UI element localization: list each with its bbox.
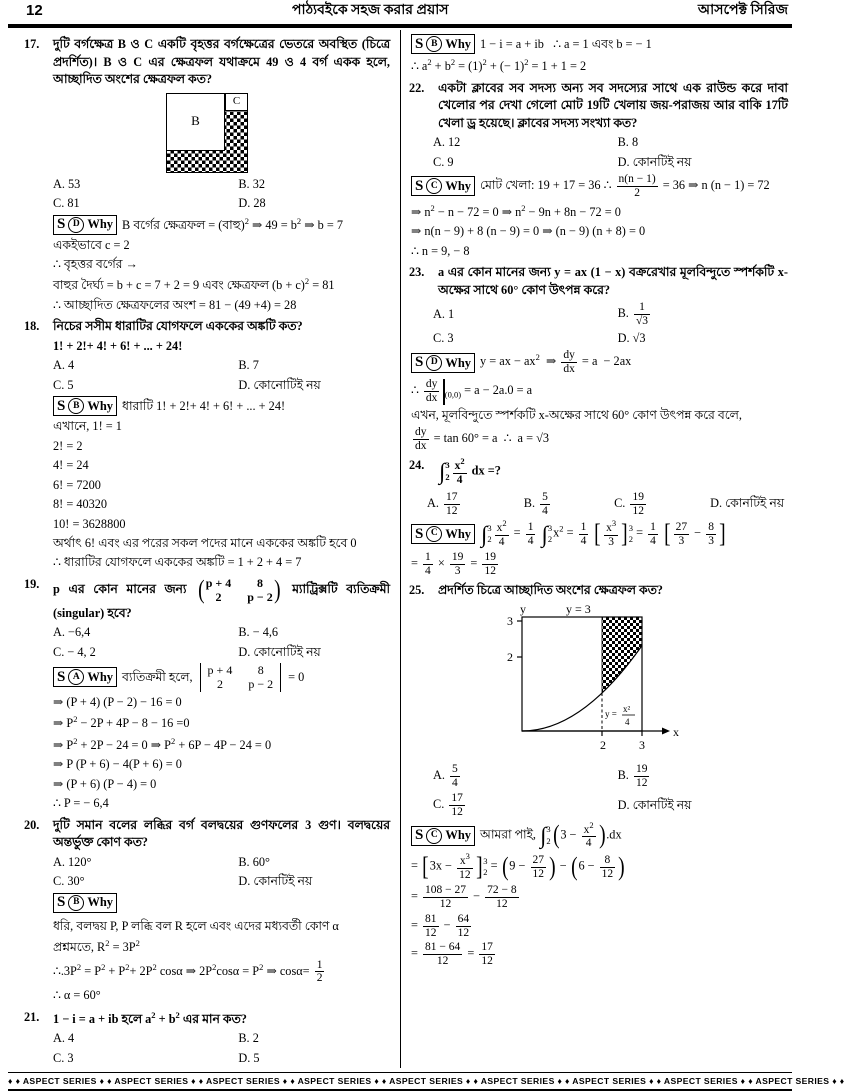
matrix-cell: 8: [257, 575, 263, 590]
question-number: 21.: [24, 1009, 40, 1024]
question-23: [409, 264, 788, 299]
solution-line: = $\frac{81}{12}$ − $\frac{64}{12}$: [411, 912, 470, 939]
solution-line: এখন, মূলবিন্দুতে স্পর্শকটি x-অক্ষের সাথে 60° কোণ উৎপন্ন করে বলে,: [411, 407, 742, 422]
matrix-cell: p − 2: [248, 677, 274, 692]
solution-line: ⇒ n(n − 9) + 8 (n − 9) = 0 ⇒ (n − 9) (n + 8) = 0: [411, 224, 646, 239]
page-number: 12: [26, 2, 43, 19]
question-text: নিচের সসীম ধারাটির যোগফলে এককের অঙ্কটি কত?: [53, 319, 303, 334]
question-text: দুটি সমান বলের লব্ধির বর্গ বলদ্বয়ের গুণফলের 3 গুণ। বলদ্বয়ের অন্তর্ভুক্ত কোণ কত?: [53, 817, 390, 850]
solution-line: ⇒ (P + 6) (P − 4) = 0: [53, 776, 157, 791]
option-b: B. 7: [238, 358, 259, 373]
option-a: A. 1: [433, 306, 455, 321]
option-d: D. কোনটিই নয়: [710, 496, 784, 511]
x-tick-label-3: 3: [638, 738, 645, 753]
option-a: A. $\frac{17}{12}$: [427, 490, 458, 517]
question-20: [24, 817, 390, 852]
y-tick-label-3: 3: [506, 614, 513, 629]
question-17: [24, 36, 390, 88]
solution-line: = $\frac{108 - 27}{12}$ − $\frac{72 - 8}{12}$: [411, 883, 517, 910]
question-24: [409, 457, 788, 487]
solution-line: অর্থাৎ 6! এবং এর পরের সকল পদের মানে এককের অঙ্কটি হবে 0: [53, 536, 357, 550]
badge-answer-letter: C: [426, 178, 442, 194]
matrix: [197, 576, 281, 605]
solution-text: ব্যতিক্রমী হলে,: [122, 669, 193, 684]
badge-s-label: S: [415, 827, 424, 844]
badge-why-label: Why: [445, 179, 472, 194]
paren-close: ): [273, 575, 281, 605]
question-21: [24, 1009, 390, 1029]
option-d: D. কোনোটিই নয়: [238, 644, 321, 659]
solution-text: ধরি, বলদ্বয় P, P লব্ধি বল R হলে এবং এদের মধ্যবর্তী কোণ α: [53, 918, 339, 933]
question-number: 23.: [409, 265, 425, 280]
solution-badge: [53, 396, 117, 416]
option-d: D. √3: [617, 330, 646, 345]
solution-badge: [53, 667, 117, 687]
badge-answer-letter: A: [68, 669, 84, 685]
solution-badge: [411, 353, 475, 373]
solution-text: 1 − i = a + ib ∴ a = 1 এবং b = − 1: [480, 36, 652, 51]
y-axis-label: y: [519, 602, 526, 617]
question-text-post: ম্যাট্রিক্সটি ব্যতিক্রমী (singular) হবে?: [53, 582, 390, 620]
question-text: একটা ক্লাবের সব সদস্য অন্য সব সদস্যের সাথে এক রাউন্ড করে দাবা খেলোর পর দেখা গেলো মোট 19টি খেলায় জয়-পরাজয় আর বাকি 17টি খেলা ড্র হয়েছে। ক্লাবের সদস্য সংখ্যা কত?: [438, 80, 788, 130]
solution-line: [53, 215, 390, 235]
badge-answer-letter: B: [426, 36, 442, 52]
badge-answer-letter: B: [68, 398, 84, 414]
question-number: 25.: [409, 582, 425, 597]
question-text: প্রদর্শিত চিত্রে আচ্ছাদিত অংশের ক্ষেত্রফল কত?: [438, 582, 663, 597]
solution-line: [53, 396, 390, 416]
solution-line: [53, 893, 390, 935]
solution-line: $\frac{dy}{dx}$ = tan 60° = a ∴ a = √3: [415, 426, 549, 453]
solution-line: ∴ আচ্ছাদিত ক্ষেত্রফলের অংশ = 81 − (49 +4) = 28: [53, 298, 297, 313]
solution-badge: [411, 826, 475, 846]
solution-line: ∴ P = − 6,4: [53, 796, 109, 811]
solution-line: ∴ বৃহত্তর বর্গের →: [53, 257, 138, 272]
option-d: D. কোনটিই নয়: [617, 154, 692, 169]
badge-answer-letter: D: [426, 355, 442, 371]
options-row: [53, 377, 390, 394]
option-c: C. 9: [433, 154, 454, 169]
top-line-label: y = 3: [565, 602, 591, 617]
badge-why-label: Why: [87, 895, 114, 910]
solution-badge: [53, 893, 117, 913]
solution-line: [411, 34, 788, 54]
question-text: 1 − i = a + ib হলে $a^2 + b^2$ এর মান কত?: [53, 1009, 247, 1026]
solution-badge: [411, 34, 475, 54]
badge-why-label: Why: [87, 399, 114, 414]
solution-line: ⇒ (P + 4) (P − 2) − 16 = 0: [53, 694, 182, 709]
header-title-center: পাঠ্যবইকে সহজ করার প্রয়াস: [292, 3, 449, 19]
solution-text: ধারাটি 1! + 2!+ 4! + 6! + ... + 24!: [122, 398, 286, 413]
solution-line: একইভাবে c = 2: [53, 237, 130, 252]
solution-line: [411, 173, 788, 200]
option-c: C. $\frac{19}{12}$: [614, 490, 644, 517]
solution-line: [411, 519, 788, 549]
footer-banner: ♦ ♦ ASPECT SERIES ♦ ♦ ASPECT SERIES ♦ ♦ ASPECT SERIES ♦ ♦ ASPECT SERIES ♦ ♦ ASPECT SERIES ♦ ♦ ASPECT SERIES ♦ ♦ ASPECT SERIES ♦ ♦ ASPECT SERIES ♦ ♦ ASPECT SERIES ♦ ♦: [8, 1072, 792, 1091]
solution-text: B বর্গের ক্ষেত্রফল = (বাহু)$^2$ ⇒ $49 = b^2$ ⇒ b = 7: [122, 215, 344, 232]
option-b: B. 8: [617, 135, 639, 150]
solution-line: = [3x − $\frac{x^3}{12}$ ] 3 2 = (9 − $\frac{27}{12}$ ) − (6 − $\frac{8}{12}$ ): [411, 851, 625, 882]
option-c: C. 5: [53, 377, 74, 392]
badge-why-label: Why: [445, 355, 472, 370]
question-number: 24.: [409, 458, 425, 473]
option-b: B. 60°: [238, 854, 270, 869]
series-expression: 1! + 2!+ 4! + 6! + ... + 24!: [53, 338, 183, 353]
badge-s-label: S: [415, 525, 424, 542]
question-25: [409, 582, 788, 599]
solution-line: ⇒ $n^2 - n - 72 = 0$ ⇒ $n^2 - 9n + 8n - 72 = 0$: [411, 202, 621, 219]
option-a: A. 12: [433, 135, 461, 150]
option-a: A. 4: [53, 1031, 75, 1046]
solution-line: ⇒ P (P + 6) − 4(P + 6) = 0: [53, 757, 182, 772]
badge-s-label: S: [415, 35, 424, 52]
option-a: A. 120°: [53, 854, 92, 869]
header-rule: [8, 24, 792, 28]
badge-why-label: Why: [87, 217, 114, 232]
square-c-label: C: [225, 94, 247, 111]
shaded-region: [602, 617, 642, 693]
x-axis-label: x: [672, 725, 679, 740]
right-column: [400, 30, 792, 1068]
badge-s-label: S: [57, 216, 66, 233]
question-text-pre: p এর কোন মানের জন্য: [53, 582, 187, 597]
options-row: [53, 1050, 390, 1067]
option-a: A. 4: [53, 358, 75, 373]
option-b: B. $\frac{5}{4}$: [523, 490, 548, 517]
option-c: C. 3: [433, 330, 454, 345]
figure-squares: [166, 93, 248, 173]
solution-line: ∴ ধারাটির যোগফলে এককের অঙ্কটি = 1 + 2 + 4 = 7: [53, 555, 302, 570]
options-row: [53, 176, 390, 193]
options-row: [53, 854, 390, 871]
solution-badge: [411, 176, 475, 196]
options-row: [433, 301, 788, 328]
options-row: [427, 491, 788, 518]
solution-line: এখানে, 1! = 1: [53, 419, 122, 434]
option-a: A. 53: [53, 176, 81, 191]
solution-line: 8! = 40320: [53, 497, 108, 512]
matrix-cell: p + 4: [207, 663, 233, 678]
question-text: [53, 576, 390, 622]
badge-why-label: Why: [445, 37, 472, 52]
page-header: [0, 0, 800, 24]
question-19: [24, 576, 390, 622]
solution-text: ∫ 3 2 $\frac{x^2}{4}$ = $\frac{1}{4}$ ∫ 3 2 $x^2$ = $\frac{1}{4}$ [ $\frac{x^3}{3}$ ] 3 2 = $\frac{1}{4}$ [ $\frac{27}{3}$ − $\frac{8}{3}$ ]: [481, 518, 726, 549]
solution-line: [411, 821, 788, 851]
matrix-cell: p + 4: [205, 575, 232, 590]
solution-line: ∴ $\frac{dy}{dx}$ $_{(0,0)}$ = a − 2a.0 = a: [411, 378, 533, 405]
determinant-grid: [200, 663, 282, 692]
solution-text: আমরা পাই, ∫ 3 2 (3 − $\frac{x^2}{4}$ ).dx: [480, 819, 622, 850]
badge-s-label: S: [415, 354, 424, 371]
solution-line: প্রশ্নমতে, $R^2 = 3P^2$: [53, 938, 140, 955]
curve-label-denominator: 4: [624, 717, 629, 728]
solution-line: ⇒ $P^2 - 2P + 4P - 8 - 16 =0$: [53, 714, 190, 731]
question-number: 19.: [24, 576, 40, 591]
option-c: C. 30°: [53, 874, 85, 889]
option-d: D. কোনোটিই নয়: [238, 377, 321, 392]
option-c: C. 81: [53, 196, 80, 211]
option-d: D. 28: [238, 196, 266, 211]
content-columns: [8, 30, 792, 1068]
determinant: [200, 663, 282, 692]
x-axis-arrow: [662, 728, 670, 735]
matrix-cell: p − 2: [247, 590, 273, 605]
question-text: ∫ 3 2 $\frac{x^2}{4}$ dx =?: [439, 456, 501, 486]
question-number: 17.: [24, 37, 40, 52]
solution-line: = $\frac{1}{4}$ × $\frac{19}{3}$ = $\frac{19}{12}$: [411, 551, 496, 577]
options-row: [433, 792, 788, 819]
solution-line: ⇒ $P^2 + 2P - 24 = 0$ ⇒ $P^2 + 6P - 4P - 24 = 0$: [53, 735, 272, 752]
option-b: B. $\frac{1}{√3}$: [617, 301, 649, 328]
solution-badge: [411, 524, 475, 544]
option-a: A. $\frac{5}{4}$: [433, 763, 458, 790]
header-title-right: আসপেক্ট সিরিজ: [697, 3, 788, 19]
question-text: দুটি বর্গক্ষেত্র B ও C একটি বৃহত্তর বর্গক্ষেত্রের ভেতরে অবস্থিত (চিত্রে প্রদর্শিত)। B ও C এর ক্ষেত্রফল যথাক্রমে 49 ও 4 বর্গ একক হলে, আচ্ছাদিত অংশের ক্ষেত্রফল কত?: [53, 37, 390, 87]
option-b: B. 2: [238, 1031, 259, 1046]
options-row: [433, 134, 788, 151]
solution-line: ∴ n = 9, − 8: [411, 243, 470, 258]
left-column: [8, 30, 400, 1068]
option-c: C. $\frac{17}{12}$: [433, 791, 463, 818]
solution-badge: [53, 215, 117, 235]
option-d: D. কোনটিই নয়: [238, 874, 313, 889]
paren-open: (: [198, 575, 205, 605]
solution-text: মোট খেলা: 19 + 17 = 36 ∴ $\frac{n(n - 1)}{2}$ = 36 ⇒ n (n − 1) = 72: [480, 173, 770, 199]
options-row: [53, 624, 390, 641]
question-22: [409, 80, 788, 132]
solution-line: বাহুর দৈর্ঘ্য = b + c = 7 + 2 = 9 এবং ক্ষেত্রফল $(b + c)^2 = 81$: [53, 276, 335, 293]
badge-s-label: S: [57, 397, 66, 414]
options-row: [53, 1030, 390, 1047]
badge-s-label: S: [57, 668, 66, 685]
solution-line: [411, 349, 788, 376]
solution-line: 2! = 2: [53, 438, 83, 453]
figure-graph: [484, 601, 714, 761]
curve-label-pre: y =: [604, 709, 617, 720]
curve-label-numerator: x²: [622, 704, 630, 715]
solution-line: 10! = 3628800: [53, 516, 126, 531]
solution-line: [53, 663, 390, 692]
option-d: D. 5: [238, 1050, 260, 1065]
option-b: B. 32: [238, 176, 265, 191]
option-c: C. 3: [53, 1050, 74, 1065]
matrix-grid: [206, 576, 273, 605]
badge-s-label: S: [57, 894, 66, 911]
option-c: C. − 4, 2: [53, 644, 96, 659]
question-number: 22.: [409, 80, 425, 95]
question-text: a এর কোন মানের জন্য y = ax (1 − x) বক্ররেখার মূলবিন্দুতে স্পর্শকটি x-অক্ষের সাথে 60° কোণ উৎপন্ন করে?: [438, 265, 788, 297]
question-number: 20.: [24, 817, 40, 832]
solution-line: $\therefore.3P^2 = P^2 + P^2+ 2P^2$ cosα ⇒ $2P^2\cos\alpha = P^2$ ⇒ cosα= $\frac{1}{2}$: [53, 958, 323, 985]
solution-line: 4! = 24: [53, 458, 89, 473]
badge-answer-letter: D: [68, 217, 84, 233]
option-b: B. − 4,6: [238, 625, 279, 640]
x-tick-label-2: 2: [599, 738, 606, 753]
y-tick-label-2: 2: [506, 650, 513, 665]
option-a: A. −6,4: [53, 625, 91, 640]
options-row: [433, 330, 788, 347]
options-row: [433, 154, 788, 171]
square-b-label: B: [167, 94, 225, 151]
matrix-cell: 2: [216, 677, 223, 692]
question-18: [24, 318, 390, 335]
badge-why-label: Why: [445, 828, 472, 843]
question-number: 18.: [24, 319, 40, 334]
solution-line: ∴ α = 60°: [53, 988, 101, 1003]
solution-line: = $\frac{81 - 64}{12}$ = $\frac{17}{12}$: [411, 941, 493, 968]
badge-answer-letter: C: [426, 828, 442, 844]
option-b: B. $\frac{19}{12}$: [617, 763, 648, 790]
badge-why-label: Why: [87, 670, 114, 685]
badge-why-label: Why: [445, 526, 472, 541]
options-row: [433, 763, 788, 790]
solution-line: ∴ $a^2 + b^2 = (1)^2$ + (− 1)$^2$ = 1 + 1 = 2: [411, 57, 587, 74]
option-d: D. কোনটিই নয়: [617, 797, 692, 812]
solution-text: y = ax − $ax^2$ ⇒ $\frac{dy}{dx}$ = a − 2ax: [480, 349, 632, 376]
badge-answer-letter: B: [68, 895, 84, 911]
solution-text: = 0: [288, 669, 305, 684]
matrix-cell: 2: [215, 590, 222, 605]
badge-s-label: S: [415, 177, 424, 194]
solution-line: 6! = 7200: [53, 477, 101, 492]
options-row: [53, 873, 390, 890]
badge-answer-letter: C: [426, 526, 442, 542]
matrix-cell: 8: [257, 663, 264, 678]
options-row: [53, 357, 390, 374]
options-row: [53, 195, 390, 212]
options-row: [53, 644, 390, 661]
